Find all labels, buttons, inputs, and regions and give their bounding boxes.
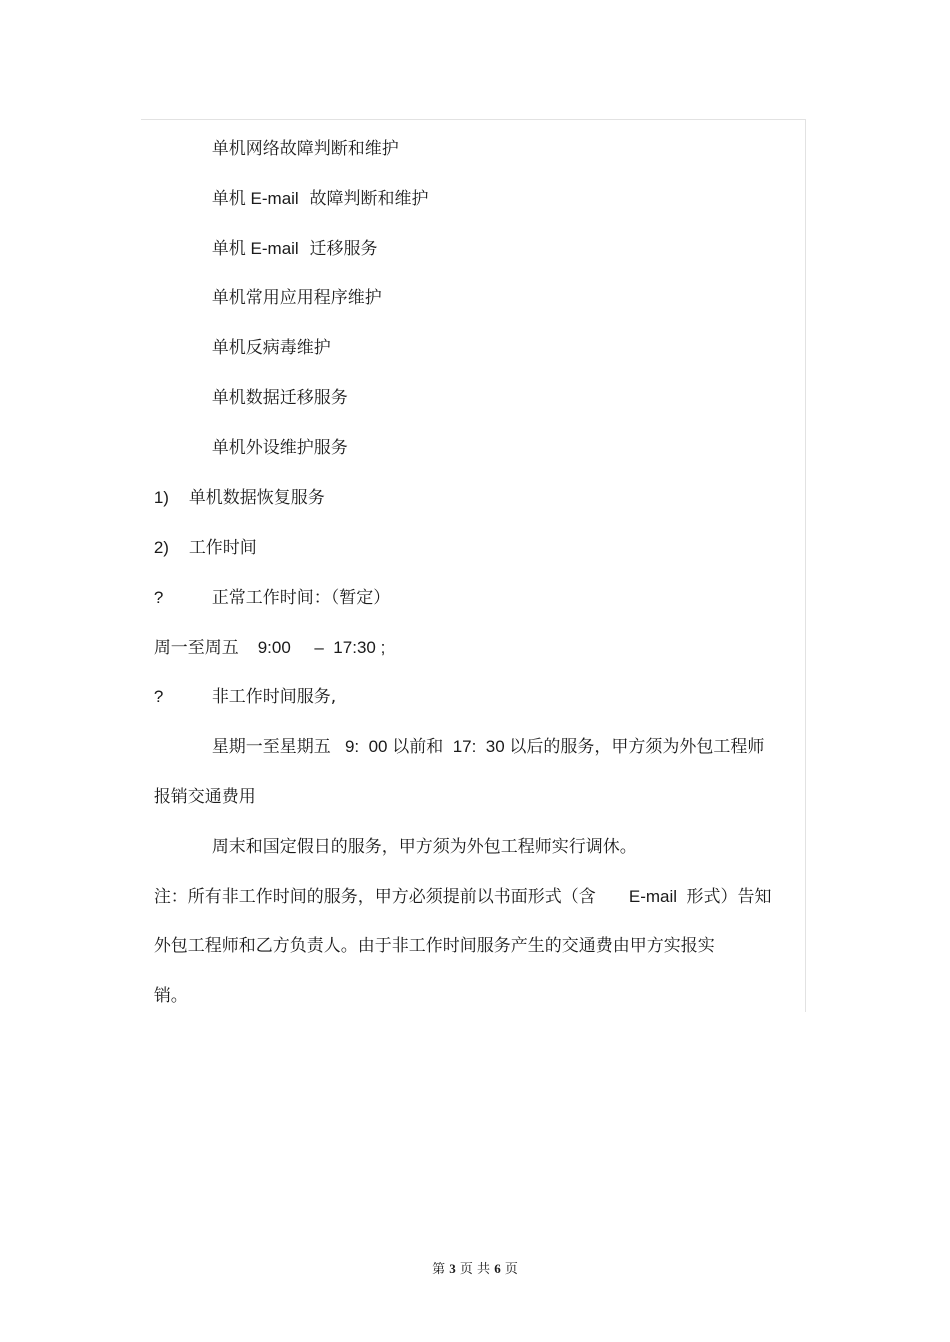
page-frame-right-border xyxy=(805,119,806,1012)
text-line-weekday-off-hours: 星期一至星期五 9: 00 以前和 17: 30 以后的服务，甲方须为外包工程师 xyxy=(211,737,765,757)
list-marker: 2) xyxy=(153,538,169,557)
text-line-email-migration: 单机 E-mail 迁移服务 xyxy=(211,239,378,259)
bullet-off-hours xyxy=(143,667,163,707)
current-page-number: 3 xyxy=(449,1261,456,1276)
text-line-email-fault: 单机 E-mail 故障判断和维护 xyxy=(211,189,429,209)
text-line-transport-reimburse: 报销交通费用 xyxy=(153,787,256,807)
total-page-number: 6 xyxy=(494,1261,501,1276)
text-line-app-maintenance: 单机常用应用程序维护 xyxy=(211,288,382,308)
list-marker: 1) xyxy=(153,488,169,507)
text-line-peripheral: 单机外设维护服务 xyxy=(211,438,348,458)
text-line-data-migration: 单机数据迁移服务 xyxy=(211,388,348,408)
text-line-note: 注：所有非工作时间的服务，甲方必须提前以书面形式（含 E-mail 形式）告知 xyxy=(153,887,772,907)
bullet-marker: ? xyxy=(153,588,164,607)
text-line-weekend-holiday: 周末和国定假日的服务，甲方须为外包工程师实行调休。 xyxy=(211,837,637,857)
text-line-note-end: 销。 xyxy=(153,986,188,1006)
list-item-2 xyxy=(143,518,169,558)
text-line-network-maintenance: 单机网络故障判断和维护 xyxy=(211,139,399,159)
text-line-weekday-hours: 周一至周五 9:00 – 17:30 ; xyxy=(153,638,386,658)
bullet-marker: ? xyxy=(153,687,164,706)
list-item-1 xyxy=(143,468,169,508)
text-line-note-continued: 外包工程师和乙方负责人。由于非工作时间服务产生的交通费由甲方实报实 xyxy=(153,936,715,956)
page-footer: 第 3 页 共 6 页 xyxy=(432,1261,518,1277)
bullet-normal-hours-text: 正常工作时间：（暂定） xyxy=(211,588,391,608)
text-line-antivirus: 单机反病毒维护 xyxy=(211,338,331,358)
bullet-off-hours-text: 非工作时间服务, xyxy=(211,687,337,707)
bullet-normal-hours xyxy=(143,568,163,608)
list-item-1-text: 单机数据恢复服务 xyxy=(188,488,325,508)
list-item-2-text: 工作时间 xyxy=(188,538,257,558)
